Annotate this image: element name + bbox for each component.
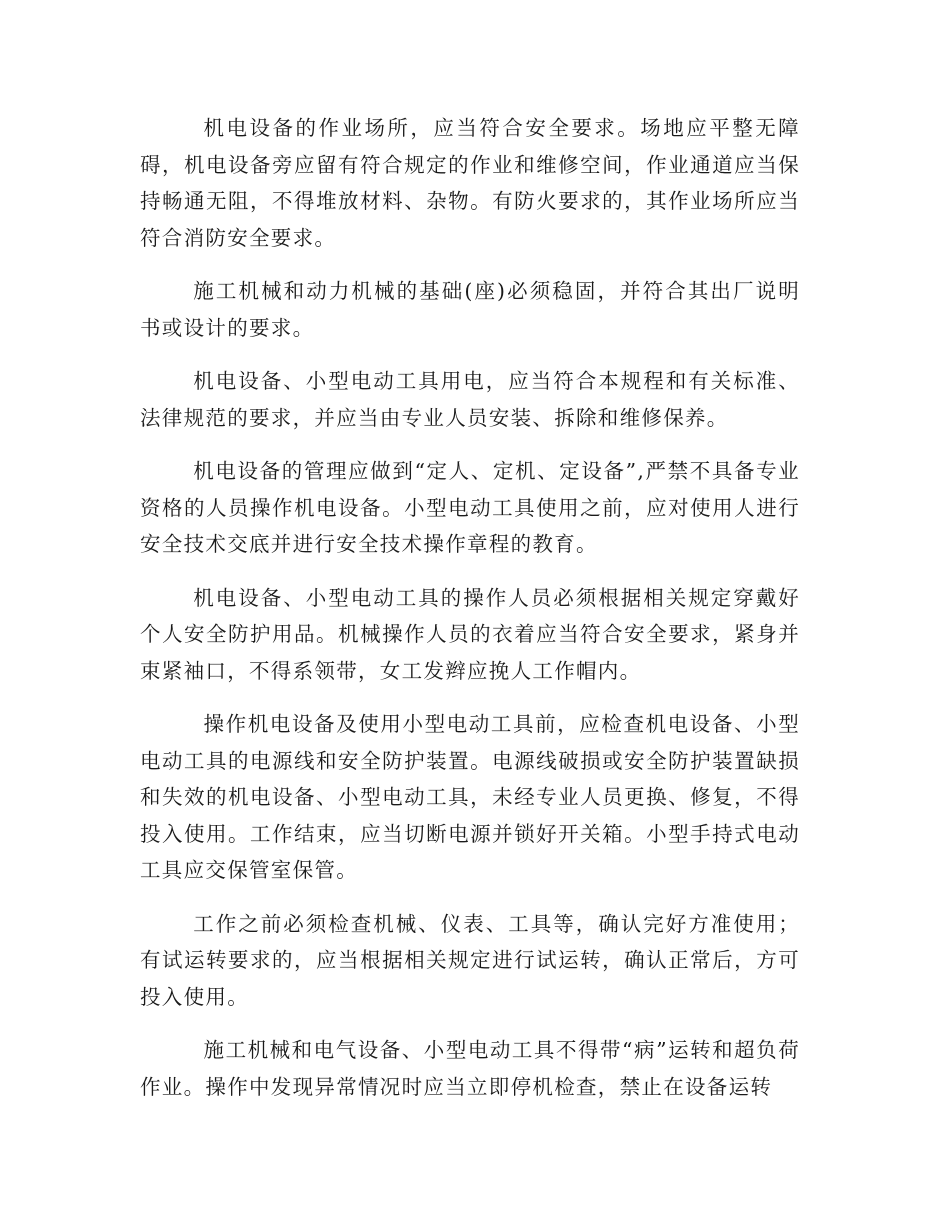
document-body — [140, 110, 800, 1122]
paragraph-trial-run: 工作之前必须检查机械、仪表、工具等，确认完好方准使用；有试运转要求的，应当根据相关规定进行试运转，确认正常后，方可投入使用。 — [140, 911, 800, 1009]
paragraph-overload-prohibition: 施工机械和电气设备、小型电动工具不得带“病”运转和超负荷作业。操作中发现异常情况时应当立即停机检查，禁止在设备运转 — [140, 1038, 800, 1099]
paragraph-power-usage: 机电设备、小型电动工具用电，应当符合本规程和有关标准、法律规范的要求，并应当由专业人员安装、拆除和维修保养。 — [140, 369, 800, 430]
paragraph-equipment-management: 机电设备的管理应做到“定人、定机、定设备”,严禁不具备专业资格的人员操作机电设备。小型电动工具使用之前，应对使用人进行安全技术交底并进行安全技术操作章程的教育。 — [140, 459, 800, 556]
paragraph-protective-equipment: 机电设备、小型电动工具的操作人员必须根据相关规定穿戴好个人安全防护用品。机械操作人员的衣着应当符合安全要求，紧身并束紧袖口，不得系领带，女工发辫应挽人工作帽内。 — [140, 585, 800, 683]
paragraph-machine-foundation: 施工机械和动力机械的基础(座)必须稳固，并符合其出厂说明书或设计的要求。 — [140, 279, 800, 340]
paragraph-pre-operation-check: 操作机电设备及使用小型电动工具前，应检查机电设备、小型电动工具的电源线和安全防护装置。电源线破损或安全防护装置缺损和失效的机电设备、小型电动工具，未经专业人员更换、修复，不得投入使用。工作结束，应当切断电源并锁好开关箱。小型手持式电动工具应交保管室保管。 — [140, 712, 800, 882]
paragraph-worksite-safety: 机电设备的作业场所，应当符合安全要求。场地应平整无障碍，机电设备旁应留有符合规定的作业和维修空间，作业通道应当保持畅通无阻，不得堆放材料、杂物。有防火要求的，其作业场所应当符合消防安全要求。 — [140, 116, 800, 250]
